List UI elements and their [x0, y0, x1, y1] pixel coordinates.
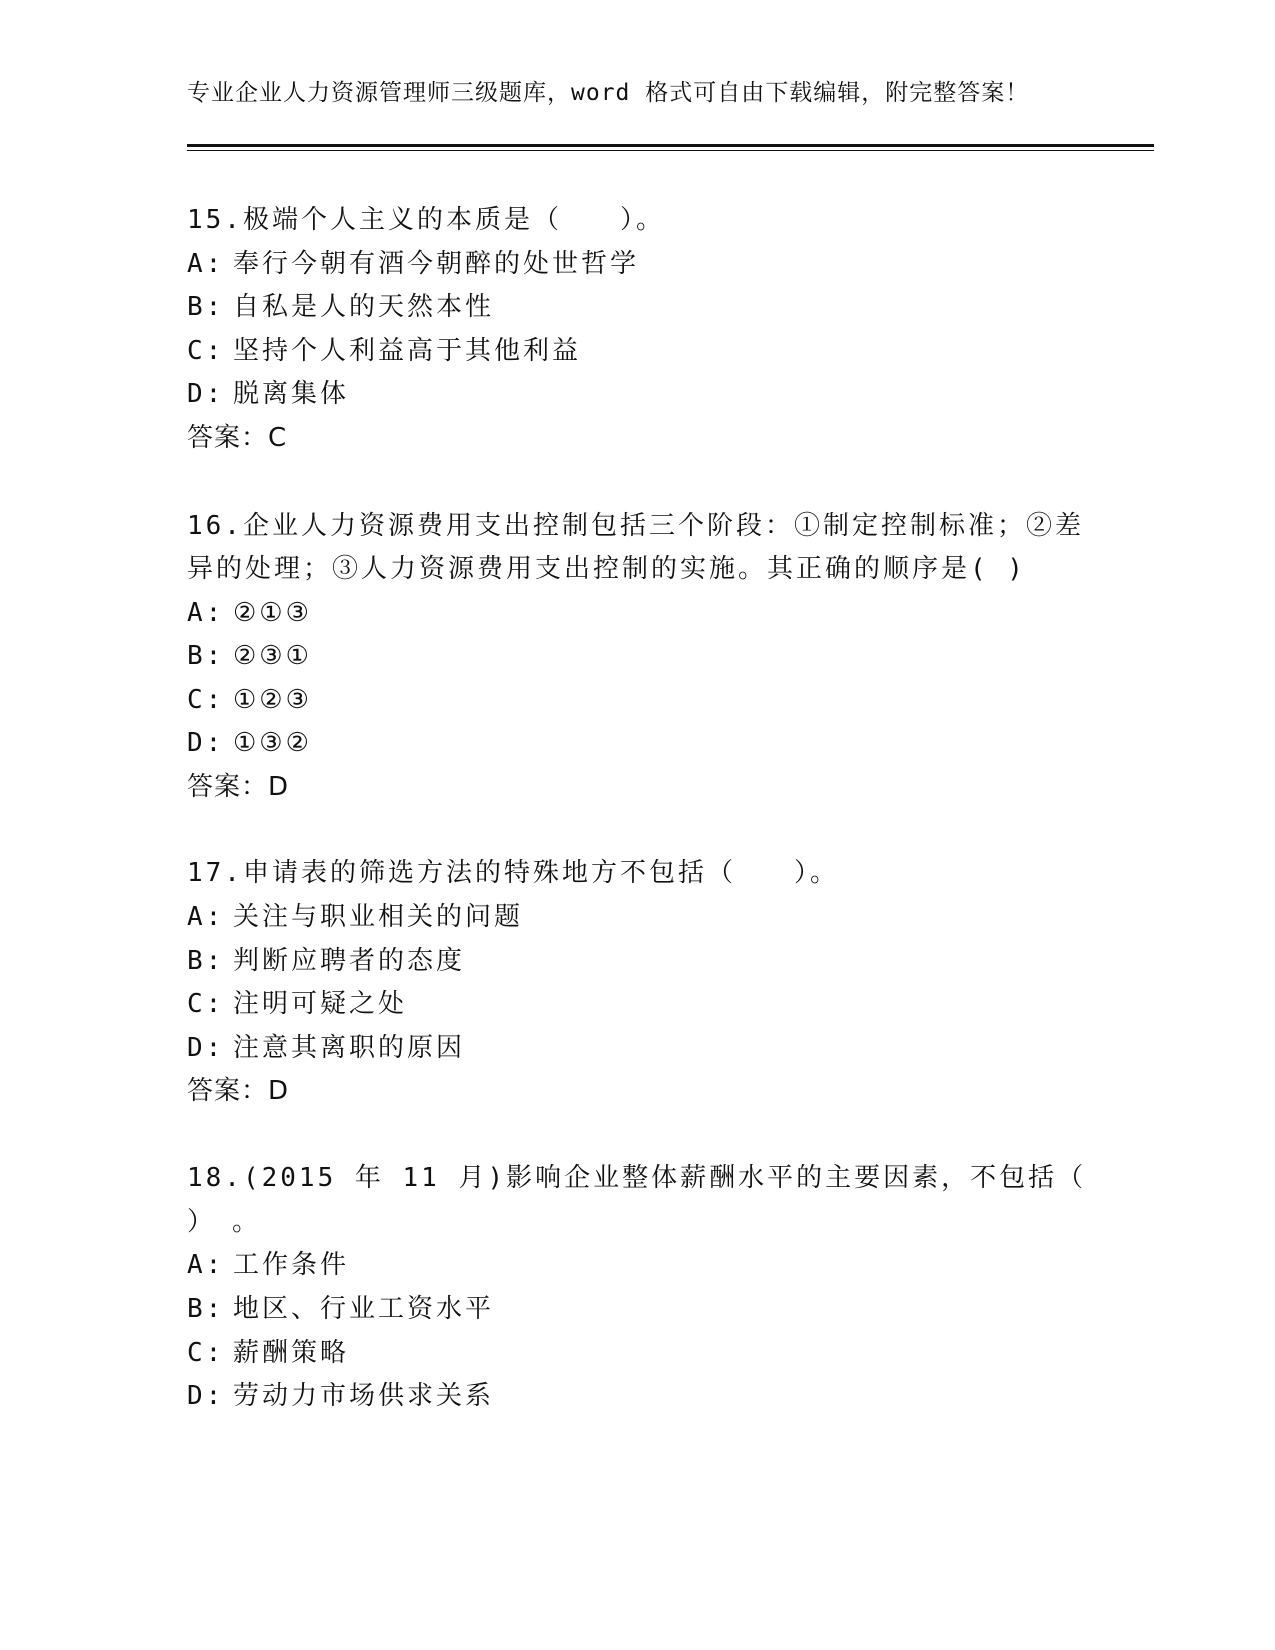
- question-15-answer: 答案：C: [187, 423, 288, 453]
- question-16-option-c: [187, 684, 312, 716]
- question-17-option-b: [187, 945, 465, 977]
- option-text: 工作条件: [233, 1250, 350, 1280]
- option-text: 注意其离职的原因: [233, 1033, 466, 1063]
- option-key: A:: [187, 902, 225, 932]
- option-key: C:: [187, 336, 225, 366]
- option-text: 奉行今朝有酒今朝醉的处世哲学: [233, 249, 640, 279]
- question-17-option-d: [187, 1032, 465, 1064]
- option-text: 关注与职业相关的问题: [233, 902, 524, 932]
- option-key: B:: [187, 946, 225, 976]
- option-key: C:: [187, 1338, 225, 1368]
- question-15-option-c: [187, 335, 581, 367]
- option-text: 自私是人的天然本性: [233, 292, 495, 322]
- header-rule-thin: [187, 150, 1154, 151]
- page-header: 专业企业人力资源管理师三级题库，word 格式可自由下载编辑，附完整答案！: [187, 80, 1030, 106]
- option-text: 劳动力市场供求关系: [233, 1381, 495, 1411]
- option-text: 判断应聘者的态度: [233, 946, 466, 976]
- question-17-stem: 17.申请表的筛选方法的特殊地方不包括（ ）。: [187, 858, 839, 888]
- question-16-option-d: [187, 727, 312, 759]
- question-16-option-a: [187, 597, 312, 629]
- question-18-stem-line-1: 18.(2015 年 11 月)影响企业整体薪酬水平的主要因素，不包括（: [187, 1163, 1087, 1193]
- option-key: C:: [187, 989, 225, 1019]
- option-text: ①②③: [233, 685, 312, 715]
- question-17-option-c: [187, 988, 407, 1020]
- option-key: D:: [187, 1033, 225, 1063]
- question-17-answer: 答案：D: [187, 1076, 290, 1106]
- question-15-option-a: [187, 248, 639, 280]
- question-18-option-b: [187, 1293, 494, 1325]
- question-18-option-a: [187, 1249, 349, 1281]
- question-16-answer: 答案：D: [187, 772, 290, 802]
- option-text: 薪酬策略: [233, 1338, 350, 1368]
- question-16-stem-line-1: 16.企业人力资源费用支出控制包括三个阶段：①制定控制标准；②差: [187, 511, 1084, 541]
- option-key: A:: [187, 598, 225, 628]
- option-text: ②①③: [233, 598, 312, 628]
- option-key: B:: [187, 641, 225, 671]
- option-text: 地区、行业工资水平: [233, 1294, 495, 1324]
- header-rule-thick: [187, 144, 1154, 147]
- option-text: ①③②: [233, 728, 312, 758]
- question-18-option-d: [187, 1380, 494, 1412]
- option-text: 注明可疑之处: [233, 989, 408, 1019]
- question-16-option-b: [187, 640, 312, 672]
- option-key: B:: [187, 1294, 225, 1324]
- option-key: C:: [187, 685, 225, 715]
- option-key: D:: [187, 379, 225, 409]
- option-key: A:: [187, 1250, 225, 1280]
- question-18-stem-line-2: ） 。: [187, 1207, 262, 1237]
- option-text: 脱离集体: [233, 379, 350, 409]
- option-key: A:: [187, 249, 225, 279]
- question-15-stem: 15.极端个人主义的本质是（ ）。: [187, 205, 665, 235]
- option-text: ②③①: [233, 641, 312, 671]
- question-15-option-b: [187, 291, 494, 323]
- question-17-option-a: [187, 901, 523, 933]
- option-key: B:: [187, 292, 225, 322]
- question-15-option-d: [187, 378, 349, 410]
- question-16-stem-line-2: 异的处理；③人力资源费用支出控制的实施。其正确的顺序是( ): [187, 554, 1026, 584]
- option-key: D:: [187, 1381, 225, 1411]
- option-text: 坚持个人利益高于其他利益: [233, 336, 582, 366]
- option-key: D:: [187, 728, 225, 758]
- question-18-option-c: [187, 1337, 349, 1369]
